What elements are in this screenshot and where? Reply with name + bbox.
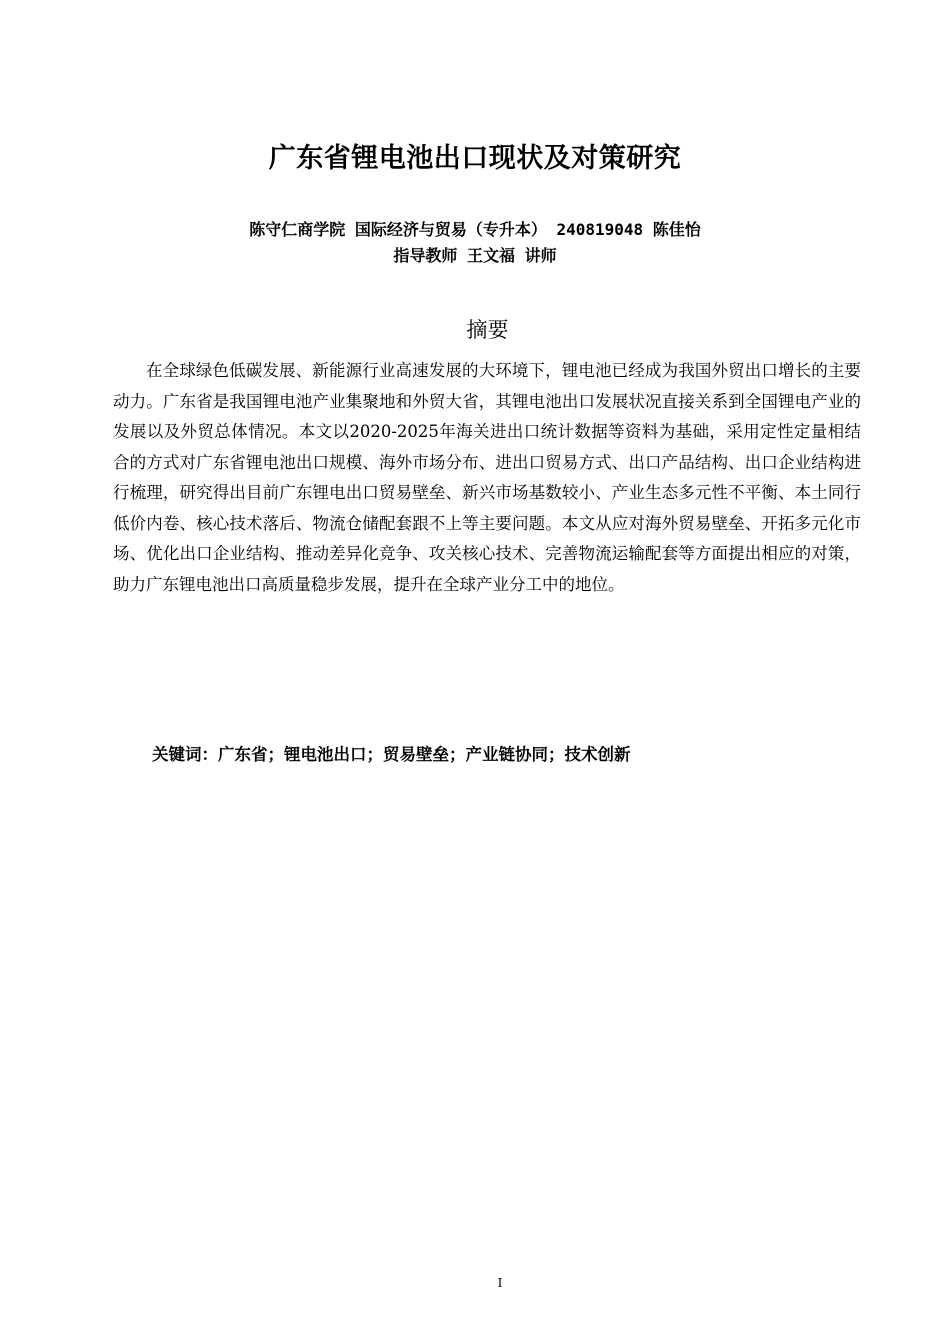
advisor-info: 指导教师 王文福 讲师 (393, 246, 557, 265)
abstract-heading: 摘要 (466, 318, 509, 342)
author-info: 陈守仁商学院 国际经济与贸易（专升本） 240819048 陈佳怡 (249, 220, 701, 239)
abstract-paragraph: 在全球绿色低碳发展、新能源行业高速发展的大环境下，锂电池已经成为我国外贸出口增长的主要动力。广东省是我国锂电池产业集聚地和外贸大省，其锂电池出口发展状况直接关系到全国锂电产业的发展以及外贸总体情况。本文以2020-2025年海关进出口统计数据等资料为基础，采用定性定量相结合的方式对广东省锂电池出口规模、海外市场分布、进出口贸易方式、出口产品结构、出口企业结构进行梳理，研究得出目前广东锂电出口贸易壁垒、新兴市场基数较小、产业生态多元性不平衡、本土同行低价内卷、核心技术落后、物流仓储配套跟不上等主要问题。本文从应对海外贸易壁垒、开拓多元化市场、优化出口企业结构、推动差异化竞争、攻关核心技术、完善物流运输配套等方面提出相应的对策，助力广东锂电池出口高质量稳步发展，提升在全球产业分工中的地位。 (113, 361, 861, 594)
page-number: I (497, 1276, 503, 1290)
paper-title: 广东省锂电池出口现状及对策研究 (268, 143, 682, 174)
keywords-line: 关键词：广东省；锂电池出口；贸易壁垒；产业链协同；技术创新 (152, 745, 631, 764)
